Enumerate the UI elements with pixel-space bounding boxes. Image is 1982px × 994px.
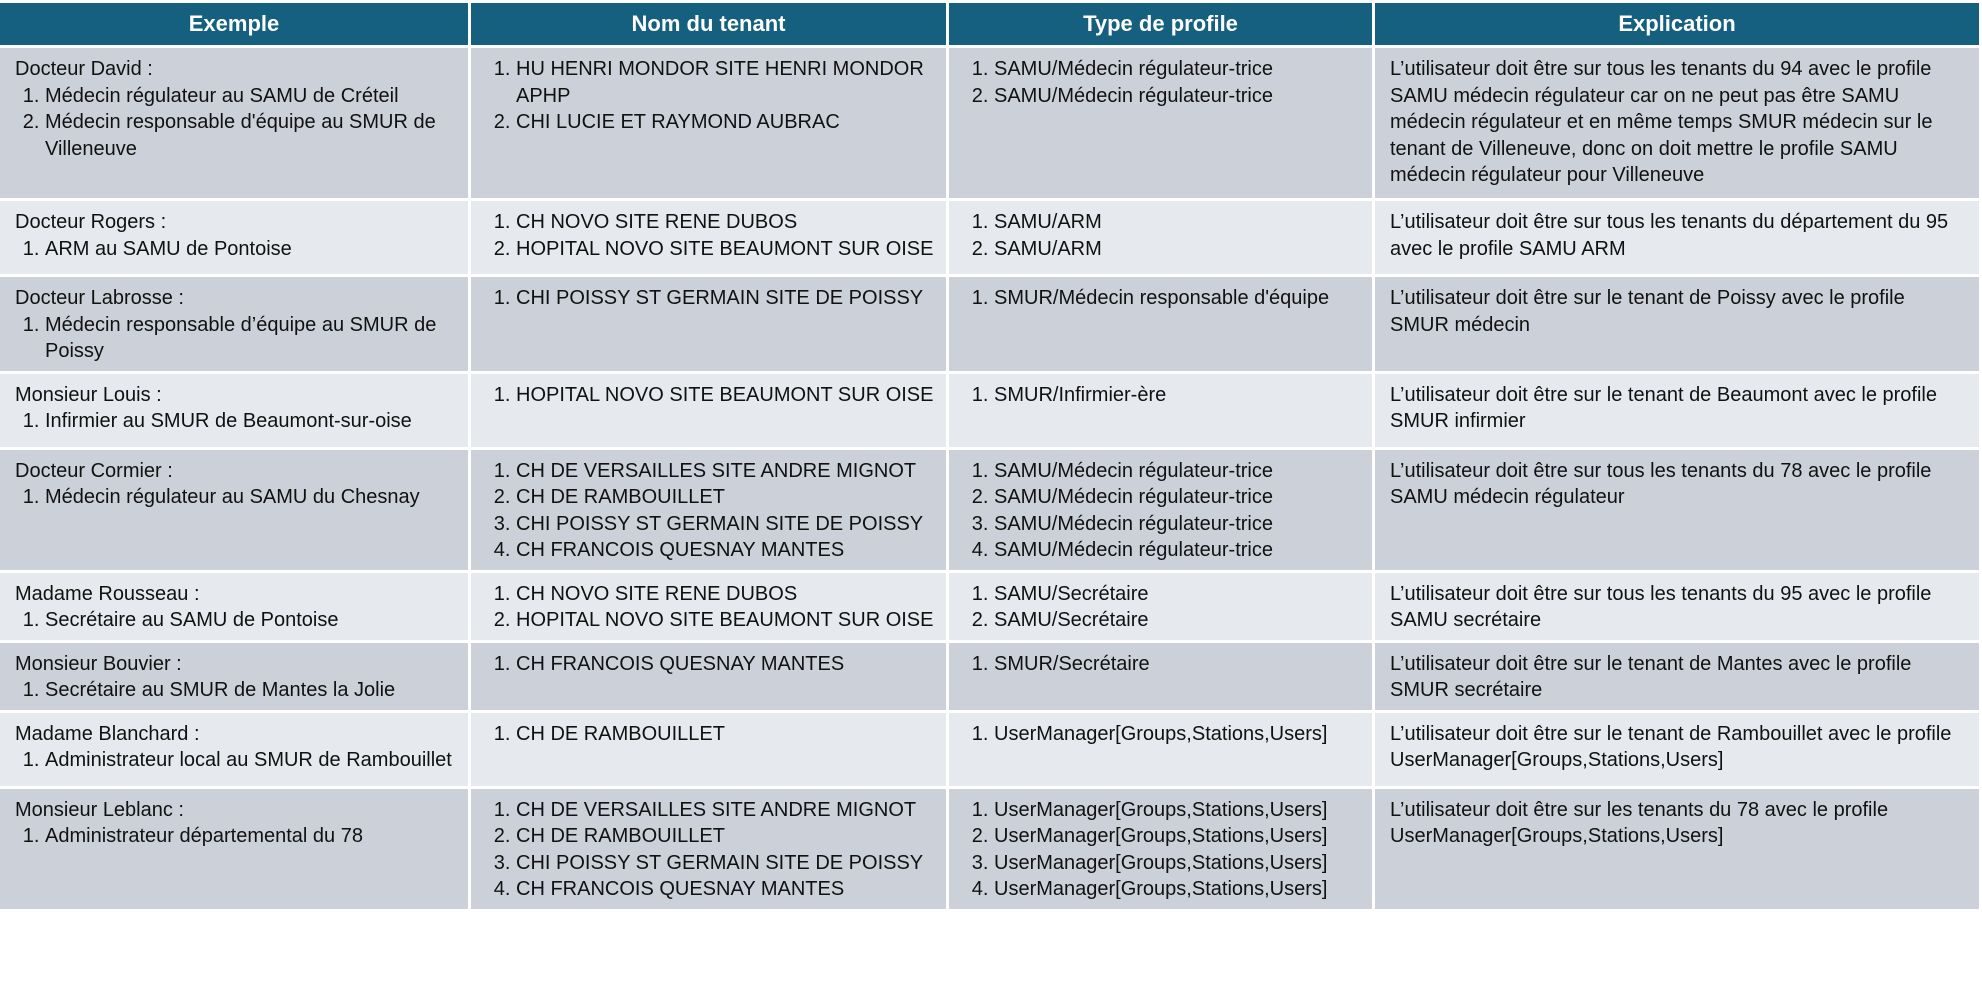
tenants-list [478, 285, 936, 312]
profile-item: 1. SMUR/Médecin responsable d'équipe [994, 285, 1362, 312]
profiles-list [956, 458, 1362, 564]
cell-profile [949, 450, 1372, 570]
cell-explication: L’utilisateur doit être sur tous les tenants du 78 avec le profile SAMU médecin régulateur [1375, 450, 1979, 570]
role-item: 1. Secrétaire au SAMU de Pontoise [45, 607, 458, 634]
cell-profile [949, 573, 1372, 640]
cell-tenant [471, 789, 946, 909]
role-item: 1. Médecin régulateur au SAMU de Créteil [45, 83, 458, 110]
person-name: Monsieur Louis : [15, 383, 162, 406]
person-name: Docteur Rogers : [15, 211, 167, 233]
cell-profile [949, 713, 1372, 786]
tenant-item: 1. CH DE VERSAILLES SITE ANDRE MIGNOT [516, 458, 936, 485]
tenants-list [478, 581, 936, 634]
profiles-list [956, 651, 1362, 678]
profile-item: 4. UserManager[Groups,Stations,Users] [994, 876, 1362, 903]
cell-exemple [0, 713, 468, 786]
profile-item: 2. UserManager[Groups,Stations,Users] [994, 823, 1362, 850]
profiles-list [956, 285, 1362, 312]
person-name: Madame Blanchard : [15, 722, 200, 745]
header-tenant: Nom du tenant [471, 3, 946, 45]
roles-list [7, 823, 458, 850]
profiles-list [956, 581, 1362, 634]
cell-profile [949, 643, 1372, 710]
tenant-item: 2. CHI LUCIE ET RAYMOND AUBRAC [516, 109, 936, 136]
role-item: 2. Médecin responsable d'équipe au SMUR de Villeneuve [45, 109, 458, 162]
cell-tenant [471, 643, 946, 710]
header-row [0, 3, 1979, 45]
roles-list [7, 677, 458, 704]
profile-item: 3. SAMU/Médecin régulateur-trice [994, 511, 1362, 538]
cell-profile [949, 277, 1372, 371]
tenant-item: 2. HOPITAL NOVO SITE BEAUMONT SUR OISE [516, 607, 936, 634]
tenant-item: 4. CH FRANCOIS QUESNAY MANTES [516, 537, 936, 564]
profile-item: 2. SAMU/Médecin régulateur-trice [994, 83, 1362, 110]
role-item: 1. Infirmier au SMUR de Beaumont-sur-oise [45, 408, 458, 435]
profile-item: 1. SMUR/Secrétaire [994, 651, 1362, 678]
tenants-list [478, 721, 936, 748]
cell-explication: L’utilisateur doit être sur les tenants du 78 avec le profile UserManager[Groups,Stations,Users] [1375, 789, 1979, 909]
tenant-item: 2. HOPITAL NOVO SITE BEAUMONT SUR OISE [516, 236, 936, 263]
tenant-item: 1. CH NOVO SITE RENE DUBOS [516, 581, 936, 608]
table-body [0, 48, 1979, 909]
profile-item: 1. SAMU/Médecin régulateur-trice [994, 458, 1362, 485]
cell-profile [949, 374, 1372, 447]
cell-tenant [471, 573, 946, 640]
profile-item: 2. SAMU/ARM [994, 236, 1362, 263]
roles-list [7, 236, 458, 263]
roles-list [7, 83, 458, 163]
tenant-item: 1. HOPITAL NOVO SITE BEAUMONT SUR OISE [516, 382, 936, 409]
tenants-list [478, 651, 936, 678]
role-item: 1. ARM au SAMU de Pontoise [45, 236, 458, 263]
cell-tenant [471, 713, 946, 786]
profile-item: 2. SAMU/Médecin régulateur-trice [994, 484, 1362, 511]
profile-item: 1. SMUR/Infirmier-ère [994, 382, 1362, 409]
cell-profile [949, 201, 1372, 274]
profiles-list [956, 382, 1362, 409]
cell-explication: L’utilisateur doit être sur le tenant de Rambouillet avec le profile UserManager[Groups,Stations,Users] [1375, 713, 1979, 786]
table-row [0, 573, 1979, 640]
table-row [0, 201, 1979, 274]
cell-explication: L’utilisateur doit être sur le tenant de Poissy avec le profile SMUR médecin [1375, 277, 1979, 371]
cell-tenant [471, 374, 946, 447]
tenants-list [478, 382, 936, 409]
role-item: 1. Médecin régulateur au SAMU du Chesnay [45, 484, 458, 511]
role-item: 1. Administrateur départemental du 78 [45, 823, 458, 850]
tenant-item: 1. CH FRANCOIS QUESNAY MANTES [516, 651, 936, 678]
tenants-list [478, 56, 936, 136]
table-row [0, 48, 1979, 198]
tenant-item: 1. HU HENRI MONDOR SITE HENRI MONDOR APHP [516, 56, 936, 109]
person-name: Monsieur Leblanc : [15, 798, 184, 821]
profile-item: 4. SAMU/Médecin régulateur-trice [994, 537, 1362, 564]
cell-exemple [0, 573, 468, 640]
table-row [0, 643, 1979, 710]
cell-tenant [471, 450, 946, 570]
person-name: Monsieur Bouvier : [15, 652, 182, 675]
profile-item: 3. UserManager[Groups,Stations,Users] [994, 850, 1362, 877]
tenant-item: 1. CH DE VERSAILLES SITE ANDRE MIGNOT [516, 797, 936, 824]
role-item: 1. Secrétaire au SMUR de Mantes la Jolie [45, 677, 458, 704]
tenant-item: 3. CHI POISSY ST GERMAIN SITE DE POISSY [516, 850, 936, 877]
table-row [0, 789, 1979, 909]
cell-exemple [0, 374, 468, 447]
header-profile: Type de profile [949, 3, 1372, 45]
person-name: Docteur Cormier : [15, 459, 173, 482]
tenant-item: 1. CHI POISSY ST GERMAIN SITE DE POISSY [516, 285, 936, 312]
table-row [0, 450, 1979, 570]
profiles-list [956, 209, 1362, 262]
profiles-list [956, 56, 1362, 109]
header-explication: Explication [1375, 3, 1979, 45]
cell-explication: L’utilisateur doit être sur le tenant de Mantes avec le profile SMUR secrétaire [1375, 643, 1979, 710]
cell-exemple [0, 48, 468, 198]
profile-item: 2. SAMU/Secrétaire [994, 607, 1362, 634]
tenant-item: 2. CH DE RAMBOUILLET [516, 823, 936, 850]
table-row [0, 374, 1979, 447]
profile-item: 1. SAMU/Secrétaire [994, 581, 1362, 608]
roles-list [7, 408, 458, 435]
cell-explication: L’utilisateur doit être sur tous les tenants du 95 avec le profile SAMU secrétaire [1375, 573, 1979, 640]
tenant-item: 1. CH NOVO SITE RENE DUBOS [516, 209, 936, 236]
roles-list [7, 312, 458, 365]
cell-exemple [0, 277, 468, 371]
roles-list [7, 484, 458, 511]
cell-profile [949, 48, 1372, 198]
profile-item: 1. UserManager[Groups,Stations,Users] [994, 797, 1362, 824]
role-item: 1. Administrateur local au SMUR de Rambouillet [45, 747, 458, 774]
table-row [0, 277, 1979, 371]
profile-item: 1. SAMU/Médecin régulateur-trice [994, 56, 1362, 83]
roles-list [7, 607, 458, 634]
cell-tenant [471, 201, 946, 274]
tenants-list [478, 458, 936, 564]
tenant-item: 1. CH DE RAMBOUILLET [516, 721, 936, 748]
cell-explication: L’utilisateur doit être sur tous les tenants du département du 95 avec le profile SAMU ARM [1375, 201, 1979, 274]
cell-exemple [0, 201, 468, 274]
profiles-list [956, 721, 1362, 748]
person-name: Madame Rousseau : [15, 582, 200, 605]
role-item: 1. Médecin responsable d’équipe au SMUR de Poissy [45, 312, 458, 365]
cell-exemple [0, 450, 468, 570]
tenants-list [478, 797, 936, 903]
person-name: Docteur Labrosse : [15, 287, 184, 309]
cell-tenant [471, 48, 946, 198]
tenant-item: 4. CH FRANCOIS QUESNAY MANTES [516, 876, 936, 903]
cell-profile [949, 789, 1372, 909]
person-name: Docteur David : [15, 58, 153, 80]
profile-item: 1. SAMU/ARM [994, 209, 1362, 236]
header-exemple: Exemple [0, 3, 468, 45]
cell-exemple [0, 789, 468, 909]
tenants-list [478, 209, 936, 262]
roles-list [7, 747, 458, 774]
cell-explication: L’utilisateur doit être sur tous les tenants du 94 avec le profile SAMU médecin régulateur car on ne peut pas être SAMU médecin régulateur et en même temps SMUR médecin sur le tenant de Villeneuve, donc on doit mettre le profile SAMU médecin régulateur pour Villeneuve [1375, 48, 1979, 198]
profile-item: 1. UserManager[Groups,Stations,Users] [994, 721, 1362, 748]
cell-tenant [471, 277, 946, 371]
tenant-item: 3. CHI POISSY ST GERMAIN SITE DE POISSY [516, 511, 936, 538]
table-row [0, 713, 1979, 786]
cell-exemple [0, 643, 468, 710]
tenant-item: 2. CH DE RAMBOUILLET [516, 484, 936, 511]
cell-explication: L’utilisateur doit être sur le tenant de Beaumont avec le profile SMUR infirmier [1375, 374, 1979, 447]
profiles-list [956, 797, 1362, 903]
